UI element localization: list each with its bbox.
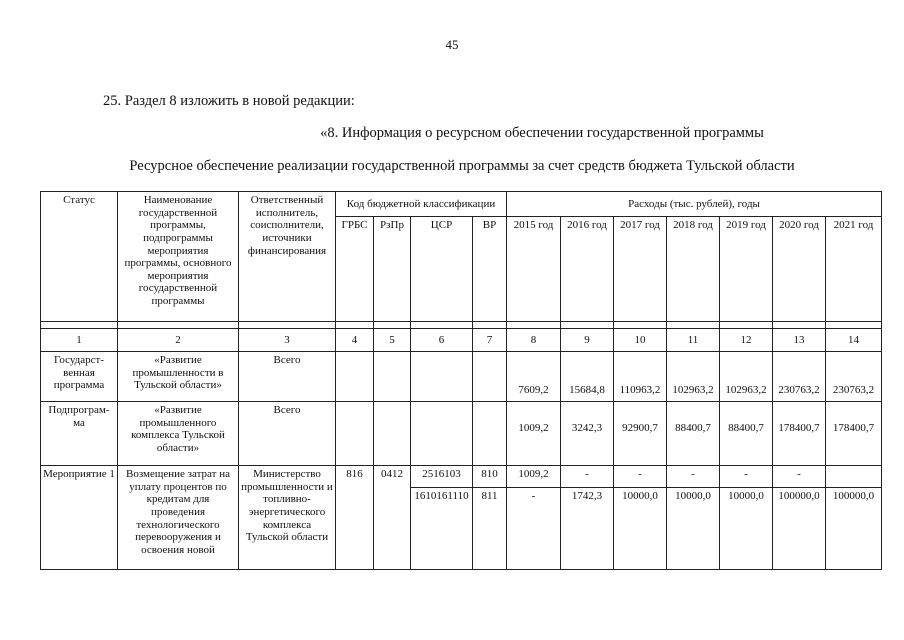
- row-status: Государст-венная программа: [41, 352, 118, 402]
- table-row: [41, 402, 882, 466]
- row-grbs: 816: [336, 466, 374, 570]
- row-rzpr: [374, 402, 411, 466]
- column-number: 9: [561, 329, 614, 352]
- row-value: -: [561, 466, 614, 488]
- row-value: 1009,2: [507, 466, 561, 488]
- header-name: Наименование государственной программы, подпрограммы мероприятия программы, основного мероприятия государственной программы: [118, 192, 239, 322]
- row-value: 88400,7: [720, 402, 773, 466]
- header-year: 2017 год: [614, 217, 667, 322]
- row-rzpr: 0412: [374, 466, 411, 570]
- row-grbs: [336, 402, 374, 466]
- page-number: 45: [445, 37, 459, 52]
- row-value: 88400,7: [667, 402, 720, 466]
- row-value: 102963,2: [720, 352, 773, 402]
- header-csr: ЦСР: [411, 217, 473, 322]
- column-number: 7: [473, 329, 507, 352]
- header-grbs: ГРБС: [336, 217, 374, 322]
- column-number: 11: [667, 329, 720, 352]
- header-row-top: [41, 192, 882, 217]
- column-numbers-row: [41, 329, 882, 352]
- row-value: 230763,2: [773, 352, 826, 402]
- column-number: 5: [374, 329, 411, 352]
- row-value: 1009,2: [507, 402, 561, 466]
- row-responsible: Всего: [239, 402, 336, 466]
- header-responsible: Ответственный исполнитель, соисполнители, источники финансирования: [239, 192, 336, 322]
- column-number: 14: [826, 329, 882, 352]
- header-year: 2018 год: [667, 217, 720, 322]
- column-number: 4: [336, 329, 374, 352]
- row-value: -: [667, 466, 720, 488]
- section-heading: «8. Информация о ресурсном обеспечении государственной программы: [320, 125, 764, 141]
- row-value: 15684,8: [561, 352, 614, 402]
- header-separator: [41, 322, 882, 329]
- table-caption: Ресурсное обеспечение реализации государственной программы за счет средств бюджета Тульской области: [129, 158, 795, 174]
- column-number: 13: [773, 329, 826, 352]
- row-status: Подпрограм-ма: [41, 402, 118, 466]
- header-year: 2020 год: [773, 217, 826, 322]
- column-number: 8: [507, 329, 561, 352]
- row-value: 1742,3: [561, 488, 614, 570]
- row-value: 7609,2: [507, 352, 561, 402]
- row-value: 178400,7: [773, 402, 826, 466]
- column-number: 1: [41, 329, 118, 352]
- header-budget-code: Код бюджетной классификации: [336, 192, 507, 217]
- row-status: Мероприятие 1: [41, 466, 118, 570]
- row-value: 110963,2: [614, 352, 667, 402]
- row-csr: 1610161110: [411, 488, 473, 570]
- header-vr: ВР: [473, 217, 507, 322]
- row-rzpr: [374, 352, 411, 402]
- row-value: 10000,0: [614, 488, 667, 570]
- row-value: 100000,0: [773, 488, 826, 570]
- row-value: 10000,0: [720, 488, 773, 570]
- header-status: Статус: [41, 192, 118, 322]
- row-value: 3242,3: [561, 402, 614, 466]
- header-year: 2016 год: [561, 217, 614, 322]
- column-number: 2: [118, 329, 239, 352]
- header-expenses: Расходы (тыс. рублей), годы: [507, 192, 882, 217]
- row-vr: [473, 402, 507, 466]
- resource-table: [40, 191, 882, 570]
- row-value: 102963,2: [667, 352, 720, 402]
- row-csr: 2516103: [411, 466, 473, 488]
- header-rzpr: РзПр: [374, 217, 411, 322]
- row-value: -: [507, 488, 561, 570]
- row-vr: 811: [473, 488, 507, 570]
- row-responsible: Министерство промышленности и топливно-энергетического комплекса Тульской области: [239, 466, 336, 570]
- row-csr: [411, 402, 473, 466]
- header-year: 2021 год: [826, 217, 882, 322]
- table-row: [41, 352, 882, 402]
- row-value: 178400,7: [826, 402, 882, 466]
- row-value: -: [614, 466, 667, 488]
- header-year: 2015 год: [507, 217, 561, 322]
- row-value: -: [720, 466, 773, 488]
- row-value: -: [773, 466, 826, 488]
- row-grbs: [336, 352, 374, 402]
- column-number: 6: [411, 329, 473, 352]
- row-name: «Развитие промышленного комплекса Тульской области»: [118, 402, 239, 466]
- header-year: 2019 год: [720, 217, 773, 322]
- column-number: 10: [614, 329, 667, 352]
- section-instruction: 25. Раздел 8 изложить в новой редакции:: [103, 93, 355, 109]
- row-value: 230763,2: [826, 352, 882, 402]
- row-responsible: Всего: [239, 352, 336, 402]
- row-value: [826, 466, 882, 488]
- column-number: 12: [720, 329, 773, 352]
- row-value: 10000,0: [667, 488, 720, 570]
- row-value: 100000,0: [826, 488, 882, 570]
- row-name: «Развитие промышленности в Тульской области»: [118, 352, 239, 402]
- row-vr: 810: [473, 466, 507, 488]
- table-row: [41, 466, 882, 488]
- row-csr: [411, 352, 473, 402]
- row-vr: [473, 352, 507, 402]
- column-number: 3: [239, 329, 336, 352]
- row-value: 92900,7: [614, 402, 667, 466]
- row-name: Возмещение затрат на уплату процентов по кредитам для проведения технологического перевооружения и освоения новой: [118, 466, 239, 570]
